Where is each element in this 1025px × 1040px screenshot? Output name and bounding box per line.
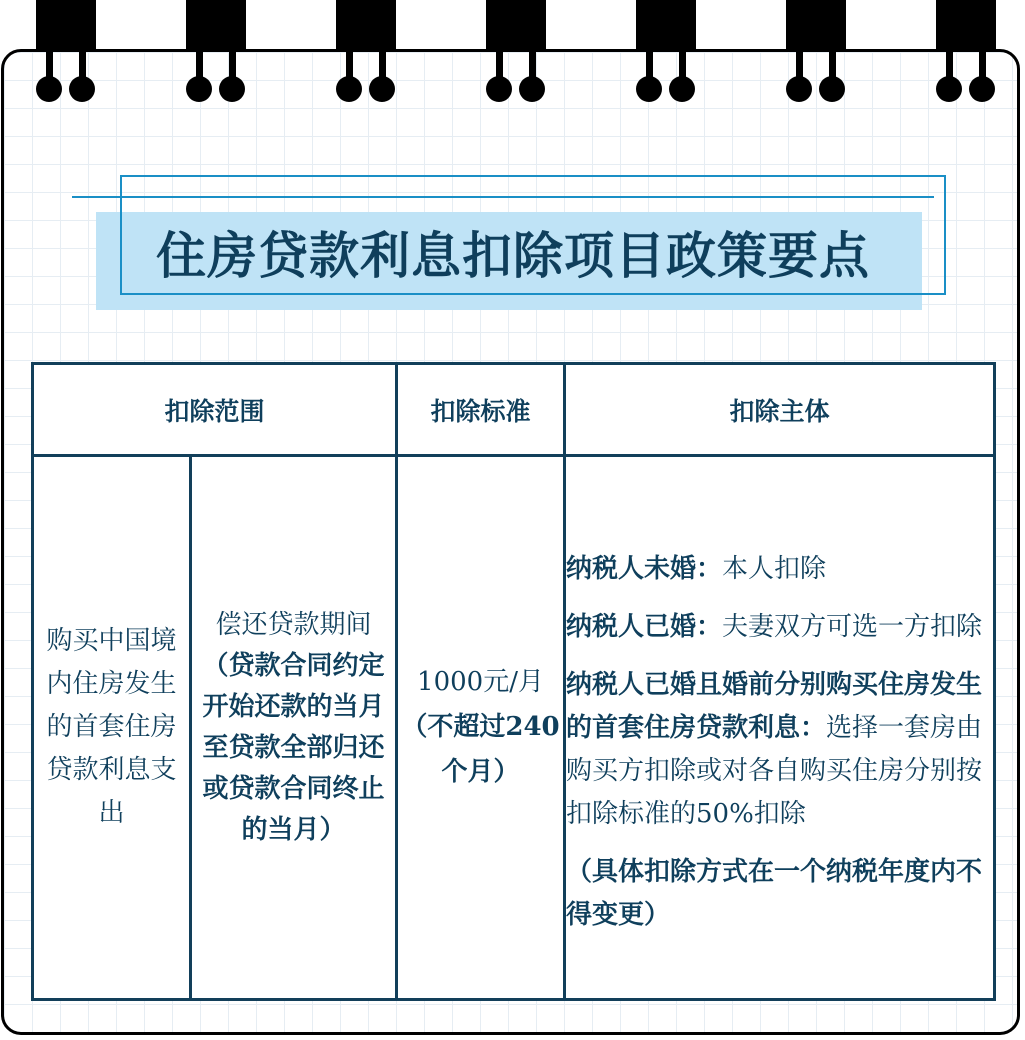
premarital-text: 选择一套房由购买方扣除或对各自购买住房分别按扣除标准的50%扣除 [566, 713, 983, 829]
page-title: 住房贷款利息扣除项目政策要点 [156, 227, 870, 285]
subject-cell [565, 456, 995, 1000]
header-scope: 扣除范围 [33, 364, 397, 456]
table-row [33, 456, 995, 1000]
scope-period-cell [191, 456, 397, 1000]
table-header-row [33, 364, 995, 456]
subject-note: （具体扣除方式在一个纳税年度内不得变更） [566, 857, 983, 930]
standard-limit: （不超过240个月） [401, 712, 560, 787]
standard-amount: 1000元/月 [417, 667, 544, 697]
header-standard: 扣除标准 [397, 364, 565, 456]
unmarried-label: 纳税人未婚： [566, 554, 723, 584]
title-banner [0, 0, 1025, 320]
unmarried-text: 本人扣除 [722, 554, 827, 584]
scope-item-cell: 购买中国境内住房发生的首套住房贷款利息支出 [33, 456, 191, 1000]
policy-table [31, 362, 996, 1001]
period-detail: （贷款合同约定开始还款的当月至贷款全部归还或贷款合同终止的当月） [202, 650, 385, 845]
married-label: 纳税人已婚： [566, 612, 723, 642]
standard-cell [397, 456, 565, 1000]
married-text: 夫妻双方可选一方扣除 [722, 612, 983, 642]
period-label: 偿还贷款期间 [215, 609, 372, 640]
premarital-label: 纳税人已婚且婚前分别购买住房发生的首套住房贷款利息： [566, 670, 983, 743]
header-subject: 扣除主体 [565, 364, 995, 456]
